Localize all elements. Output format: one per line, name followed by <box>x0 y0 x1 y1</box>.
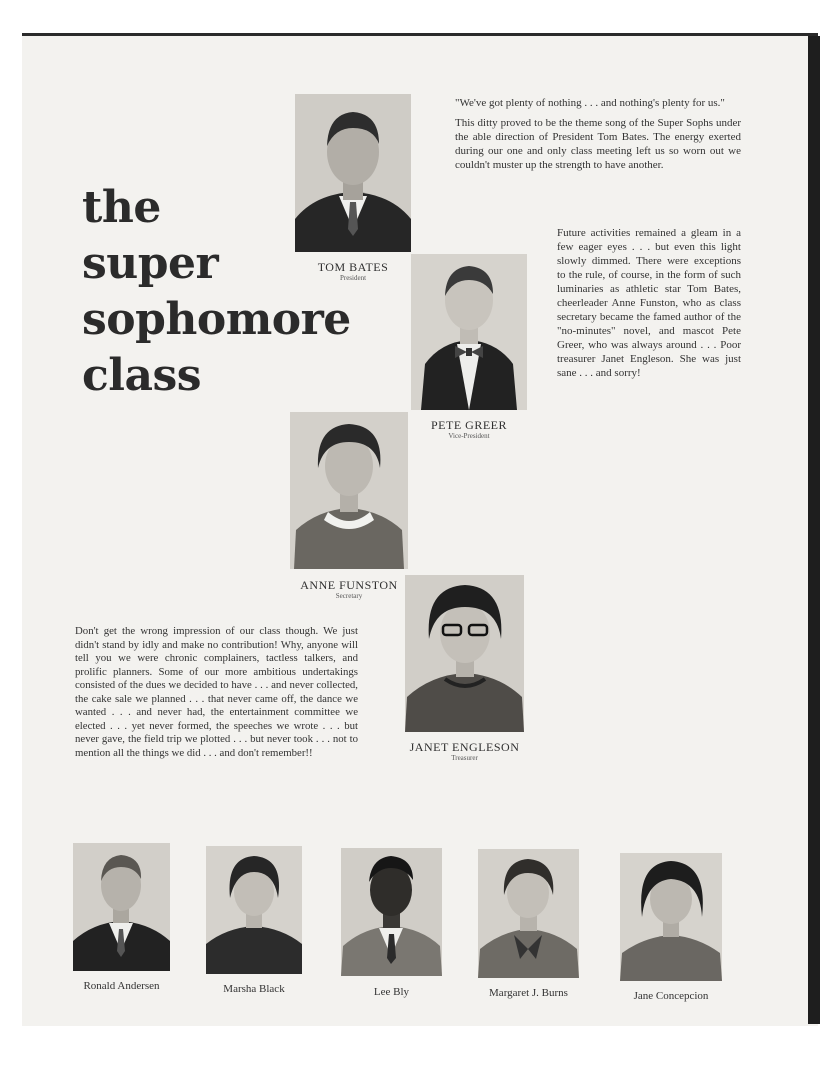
officer-name-secretary: ANNE FUNSTON <box>300 578 398 592</box>
student-photo-5 <box>620 853 722 981</box>
officer-role-secretary: Secretary <box>335 592 363 600</box>
student-photo-4 <box>478 849 579 978</box>
student-name-1: Ronald Andersen <box>83 980 160 992</box>
officer-role-vice-president: Vice-President <box>448 432 490 440</box>
body-paragraph: Don't get the wrong impression of our class though. We just didn't stand by idly and make no contribution! Why, anyone will tell you we were chronic complainers, tactless talkers, and prolific planners. Some of our more ambitious undertakings consisted of the dues we decided to have . . . and never collected, the cake sale we planned . . . that never came off, the dance we wanted . . . and never had, the entertainment committee we elected . . . yet never formed, the speeches we wrote . . . but never gave, the field trip we plotted . . . but never took . . . not to mention all the things we did . . . and don't remember!! <box>75 625 358 759</box>
officer-photo-president <box>295 94 411 252</box>
officer-name-treasurer: JANET ENGLESON <box>409 740 520 754</box>
title-line-1: the <box>82 182 161 233</box>
student-name-4: Margaret J. Burns <box>489 987 568 999</box>
title-line-2: super <box>82 238 219 289</box>
student-name-2: Marsha Black <box>223 983 285 995</box>
title-line-4: class <box>82 350 202 401</box>
officer-role-treasurer: Treasurer <box>451 754 478 762</box>
officer-photo-treasurer <box>405 575 524 732</box>
officer-role-president: President <box>339 274 367 282</box>
title-line-3: sophomore <box>82 294 351 345</box>
intro-paragraph-1: This ditty proved to be the theme song of the Super Sophs under the able direction of President Tom Bates. The energy exerted during our one and only class meeting left us so worn out we couldn't muster up the strength to have another. <box>455 117 741 171</box>
officer-photo-vice-president <box>411 254 527 410</box>
student-photo-2 <box>206 846 302 974</box>
student-photo-3 <box>341 848 442 976</box>
officer-name-president: TOM BATES <box>317 260 389 274</box>
intro-text-block <box>455 96 741 178</box>
officer-photo-secretary <box>290 412 408 569</box>
intro-paragraph-2: Future activities remained a gleam in a few eager eyes . . . but even this light slowly dimmed. There were exceptions to the rule, of course, in the form of such luminaries as athletic star Tom Bates, cheerleader Anne Funston, who as class secretary became the famed author of the "no-minutes" novel, and mascot Pete Greer, who was always around . . . Poor treasurer Janet Engleson. She was just sane . . . and sorry! <box>557 227 741 379</box>
intro-text-block-2 <box>557 226 741 386</box>
body-text-block <box>75 625 358 766</box>
officer-name-vice-president: PETE GREER <box>431 418 507 432</box>
intro-quote: "We've got plenty of nothing . . . and nothing's plenty for us." <box>455 97 725 109</box>
student-name-5: Jane Concepcion <box>633 990 709 1002</box>
student-name-3: Lee Bly <box>373 986 410 998</box>
student-photo-1 <box>73 843 170 971</box>
page-binding-edge <box>808 36 820 1024</box>
